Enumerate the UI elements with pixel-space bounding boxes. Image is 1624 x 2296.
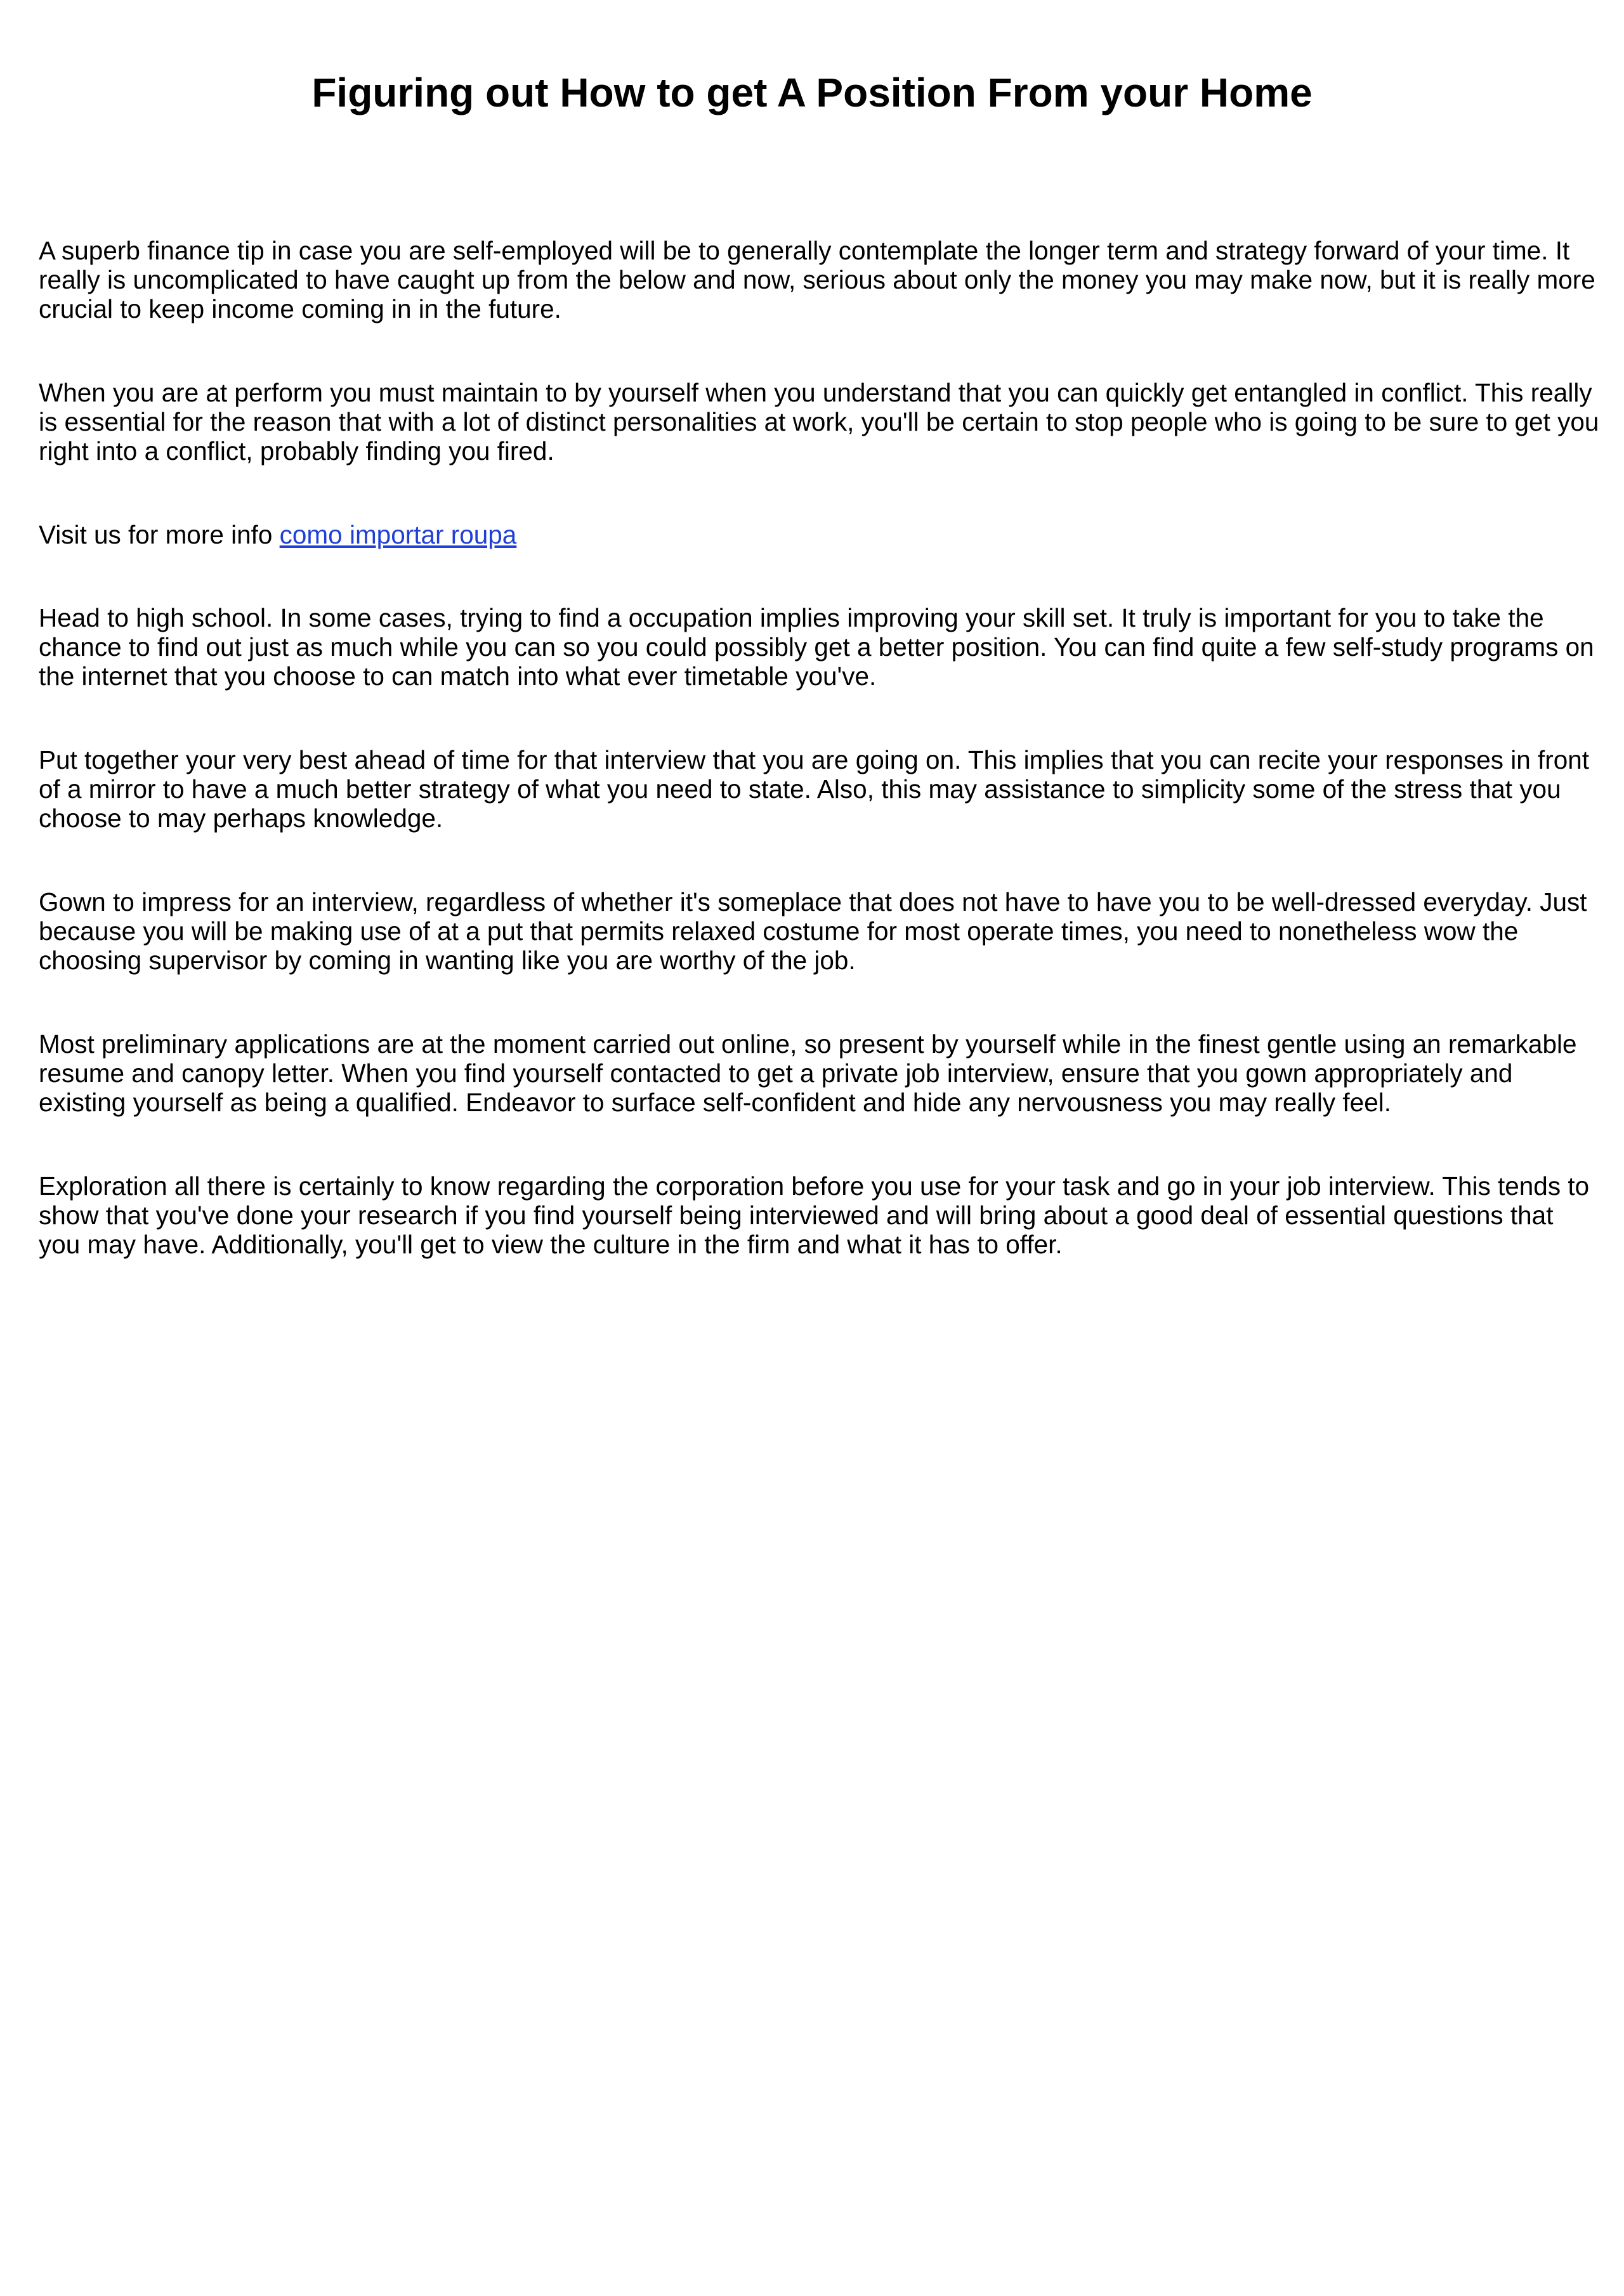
paragraph-conflict: When you are at perform you must maintain to by yourself when you understand that you can quickly get entangled in conflict. This really is essential for the reason that with a lot of distinct personalities at work, you'll be certain to stop people who is going to be sure to get you right into a conflict, probably finding you fired. <box>39 378 1599 466</box>
paragraph-applications: Most preliminary applications are at the moment carried out online, so present by yourself while in the finest gentle using an remarkable resume and canopy letter. When you find yourself contacted to get a private job interview, ensure that you gown appropriately and existing yourself as being a qualified. Endeavor to surface self-confident and hide any nervousness you may really feel. <box>39 1029 1577 1117</box>
paragraph-dress: Gown to impress for an interview, regardless of whether it's someplace that does not have to have you to be well-dressed everyday. Just because you will be making use of at a put that permits relaxed costume for most operate times, you need to nonetheless wow the choosing supervisor by coming in wanting like you are worthy of the job. <box>39 887 1587 975</box>
paragraph-visit <box>39 520 1599 549</box>
paragraph-research: Exploration all there is certainly to know regarding the corporation before you use for your task and go in your job interview. This tends to show that you've done your research if you find yourself being interviewed and will bring about a good deal of essential questions that you may have. Additionally, you'll get to view the culture in the firm and what it has to offer. <box>39 1171 1590 1259</box>
document-body <box>39 236 1599 1314</box>
paragraph-high-school: Head to high school. In some cases, trying to find a occupation implies improving your skill set. It truly is important for you to take the chance to find out just as much while you can so you could possibly get a better position. You can find quite a few self-study programs on the internet that you choose to can match into what ever timetable you've. <box>39 603 1594 691</box>
como-importar-roupa-link[interactable]: como importar roupa <box>279 520 517 549</box>
paragraph-finance-tip: A superb finance tip in case you are self-employed will be to generally contemplate the longer term and strategy forward of your time. It really is uncomplicated to have caught up from the below and now, serious about only the money you may make now, but it is really more crucial to keep income coming in in the future. <box>39 236 1595 323</box>
paragraph-interview-prep: Put together your very best ahead of time for that interview that you are going on. This implies that you can recite your responses in front of a mirror to have a much better strategy of what you need to state. Also, this may assistance to simplicity some of the stress that you choose to may perhaps knowledge. <box>39 745 1590 833</box>
visit-prefix: Visit us for more info <box>39 520 280 549</box>
page-title: Figuring out How to get A Position From your Home <box>311 70 1313 115</box>
